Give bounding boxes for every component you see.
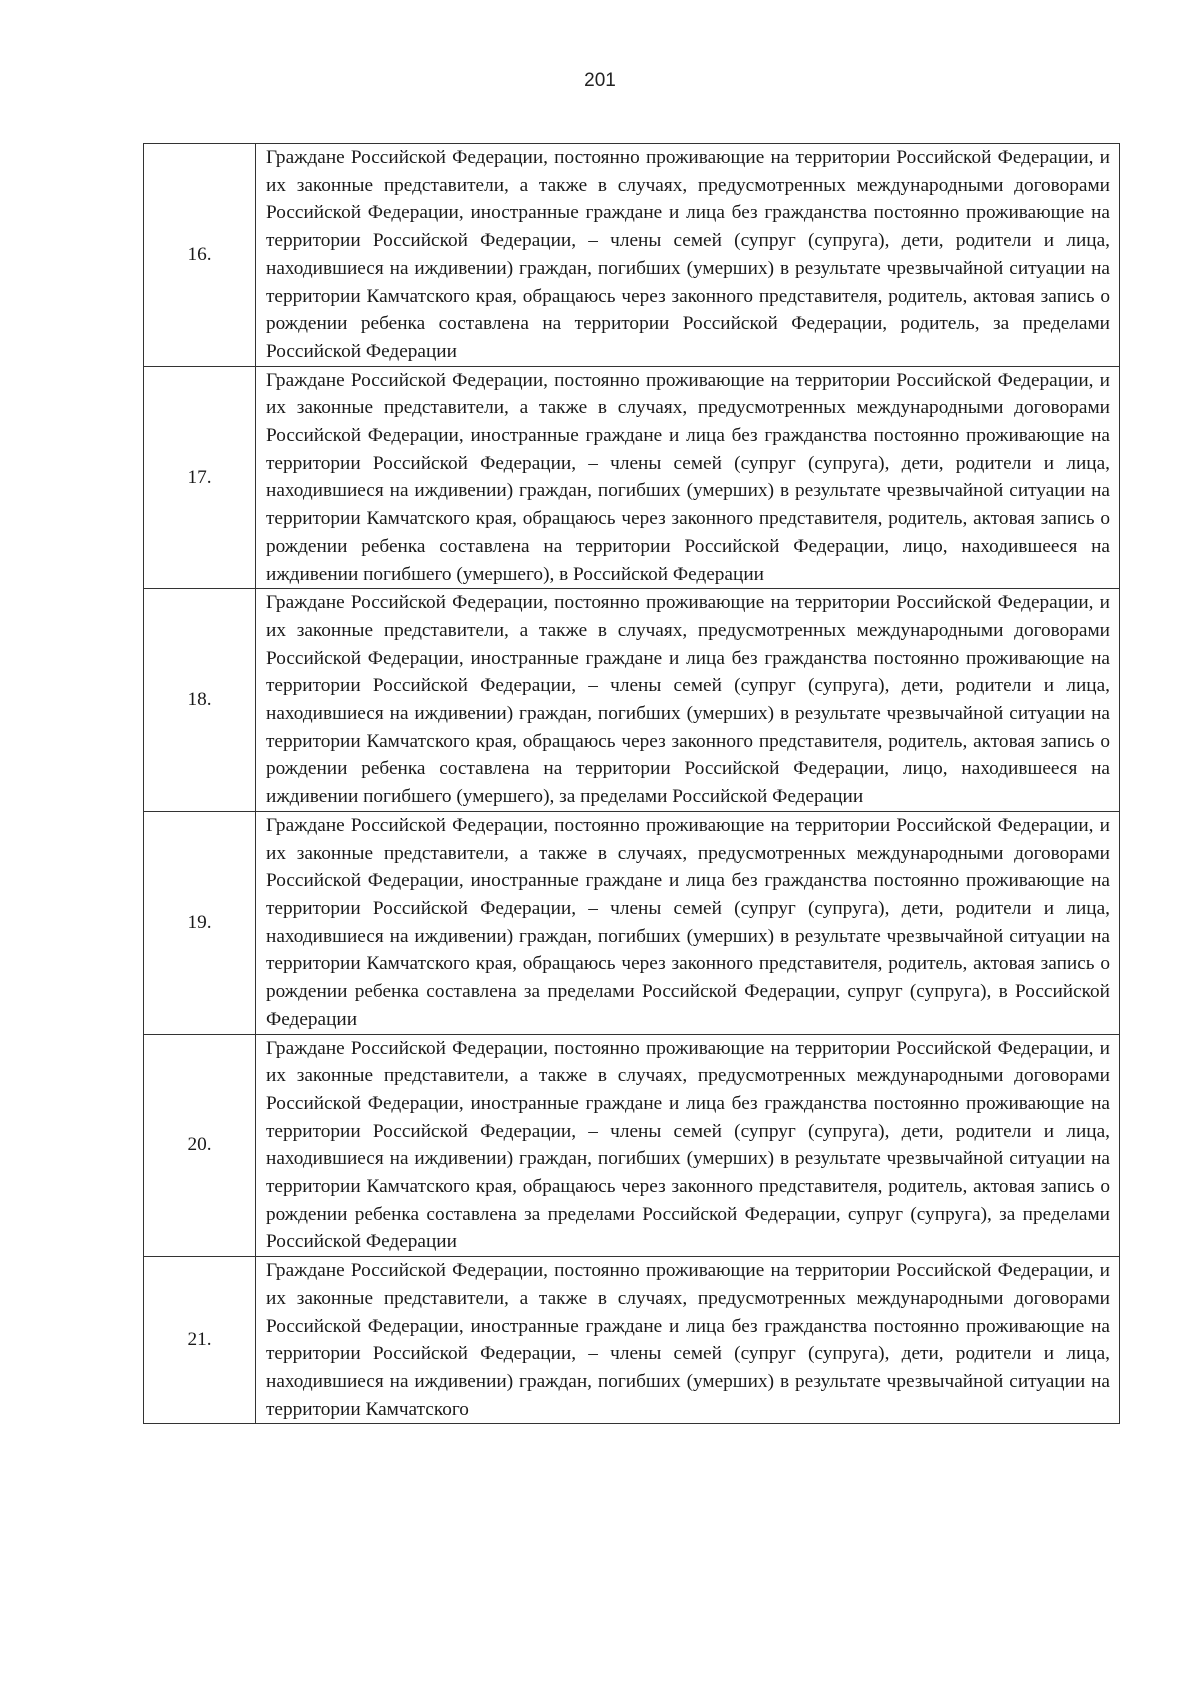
row-number: 17. [144,366,256,589]
row-description: Граждане Российской Федерации, постоянно проживающие на территории Российской Федерации, и их законные представители, а также в случаях, предусмотренных международными договорами Российской Федерации, иностранные граждане и лица без гражданства постоянно проживающие на территории Российской Федерации, – члены семей (супруг (супруга), дети, родители и лица, находившиеся на иждивении) граждан, погибших (умерших) в результате чрезвычайной ситуации на территории Камчатского края, обращаюсь через законного представителя, родитель, актовая запись о рождении ребенка составлена за пределами Российской Федерации, супруг (супруга), в Российской Федерации [256,811,1120,1034]
row-number: 19. [144,811,256,1034]
table-row [144,366,1120,589]
table-row [144,1034,1120,1257]
document-table [143,143,1120,1424]
row-description: Граждане Российской Федерации, постоянно проживающие на территории Российской Федерации, и их законные представители, а также в случаях, предусмотренных международными договорами Российской Федерации, иностранные граждане и лица без гражданства постоянно проживающие на территории Российской Федерации, – члены семей (супруг (супруга), дети, родители и лица, находившиеся на иждивении) граждан, погибших (умерших) в результате чрезвычайной ситуации на территории Камчатского края, обращаюсь через законного представителя, родитель, актовая запись о рождении ребенка составлена за пределами Российской Федерации, супруг (супруга), за пределами Российской Федерации [256,1034,1120,1257]
row-number: 16. [144,144,256,367]
row-description: Граждане Российской Федерации, постоянно проживающие на территории Российской Федерации, и их законные представители, а также в случаях, предусмотренных международными договорами Российской Федерации, иностранные граждане и лица без гражданства постоянно проживающие на территории Российской Федерации, – члены семей (супруг (супруга), дети, родители и лица, находившиеся на иждивении) граждан, погибших (умерших) в результате чрезвычайной ситуации на территории Камчатского края, обращаюсь через законного представителя, родитель, актовая запись о рождении ребенка составлена на территории Российской Федерации, родитель, за пределами Российской Федерации [256,144,1120,367]
table-row [144,811,1120,1034]
row-description: Граждане Российской Федерации, постоянно проживающие на территории Российской Федерации, и их законные представители, а также в случаях, предусмотренных международными договорами Российской Федерации, иностранные граждане и лица без гражданства постоянно проживающие на территории Российской Федерации, – члены семей (супруг (супруга), дети, родители и лица, находившиеся на иждивении) граждан, погибших (умерших) в результате чрезвычайной ситуации на территории Камчатского края, обращаюсь через законного представителя, родитель, актовая запись о рождении ребенка составлена на территории Российской Федерации, лицо, находившееся на иждивении погибшего (умершего), за пределами Российской Федерации [256,589,1120,812]
row-number: 21. [144,1257,256,1424]
row-number: 18. [144,589,256,812]
table-row [144,1257,1120,1424]
row-description: Граждане Российской Федерации, постоянно проживающие на территории Российской Федерации, и их законные представители, а также в случаях, предусмотренных международными договорами Российской Федерации, иностранные граждане и лица без гражданства постоянно проживающие на территории Российской Федерации, – члены семей (супруг (супруга), дети, родители и лица, находившиеся на иждивении) граждан, погибших (умерших) в результате чрезвычайной ситуации на территории Камчатского края, обращаюсь через законного представителя, родитель, актовая запись о рождении ребенка составлена на территории Российской Федерации, лицо, находившееся на иждивении погибшего (умершего), в Российской Федерации [256,366,1120,589]
page-number: 201 [584,70,616,91]
row-number: 20. [144,1034,256,1257]
table-row [144,589,1120,812]
row-description: Граждане Российской Федерации, постоянно проживающие на территории Российской Федерации, и их законные представители, а также в случаях, предусмотренных международными договорами Российской Федерации, иностранные граждане и лица без гражданства постоянно проживающие на территории Российской Федерации, – члены семей (супруг (супруга), дети, родители и лица, находившиеся на иждивении) граждан, погибших (умерших) в результате чрезвычайной ситуации на территории Камчатского [256,1257,1120,1424]
table-row [144,144,1120,367]
